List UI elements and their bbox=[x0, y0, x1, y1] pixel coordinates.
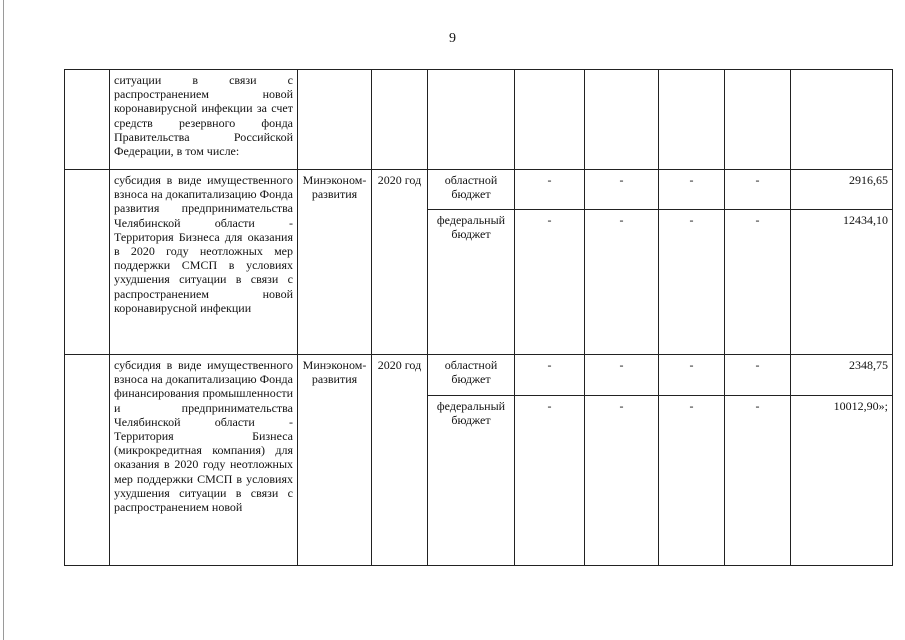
value-cell bbox=[659, 70, 725, 170]
year-cell bbox=[372, 70, 428, 170]
description-cell: субсидия в виде имущественного взноса на докапитализацию Фонда развития предпринимательства Челябинской области - Территория Бизнеса для оказания в 2020 году неотложных мер поддержки СМСП в условиях ухудшения ситуации в связи с распространением новой коронавирусной инфекции bbox=[110, 170, 298, 355]
value-cell: - bbox=[515, 170, 585, 210]
scan-edge-line bbox=[3, 0, 4, 640]
table-row bbox=[65, 170, 893, 210]
value-cell: - bbox=[515, 210, 585, 355]
value-cell: - bbox=[725, 210, 791, 355]
source-cell bbox=[428, 70, 515, 170]
value-cell: - bbox=[585, 170, 659, 210]
value-cell: - bbox=[659, 355, 725, 396]
value-cell: - bbox=[585, 355, 659, 396]
ministry-cell: Минэконом-развития bbox=[298, 355, 372, 566]
value-cell bbox=[585, 70, 659, 170]
description-cell: субсидия в виде имущественного взноса на докапитализацию Фонда финансирования промышленности и предпринимательства Челябинской области - Территория Бизнеса (микрокредитная компания) для оказания в 2020 году неотложных мер поддержки СМСП в условиях ухудшения ситуации в связи с распространением новой bbox=[110, 355, 298, 566]
source-cell: областной бюджет bbox=[428, 170, 515, 210]
number-cell bbox=[65, 355, 110, 566]
number-cell bbox=[65, 70, 110, 170]
source-cell: федеральный бюджет bbox=[428, 210, 515, 355]
page-number: 9 bbox=[449, 31, 456, 46]
value-cell: - bbox=[659, 170, 725, 210]
source-cell: федеральный бюджет bbox=[428, 396, 515, 566]
value-cell: - bbox=[725, 355, 791, 396]
total-cell: 2916,65 bbox=[791, 170, 893, 210]
number-cell bbox=[65, 170, 110, 355]
value-cell bbox=[725, 70, 791, 170]
ministry-cell bbox=[298, 70, 372, 170]
year-cell: 2020 год bbox=[372, 170, 428, 355]
table-row bbox=[65, 70, 893, 170]
source-cell: областной бюджет bbox=[428, 355, 515, 396]
total-cell: 2348,75 bbox=[791, 355, 893, 396]
table-row bbox=[65, 355, 893, 396]
value-cell: - bbox=[515, 355, 585, 396]
total-cell: 12434,10 bbox=[791, 210, 893, 355]
total-cell bbox=[791, 70, 893, 170]
value-cell: - bbox=[725, 396, 791, 566]
value-cell bbox=[515, 70, 585, 170]
total-cell: 10012,90»; bbox=[791, 396, 893, 566]
value-cell: - bbox=[515, 396, 585, 566]
value-cell: - bbox=[659, 396, 725, 566]
value-cell: - bbox=[659, 210, 725, 355]
value-cell: - bbox=[585, 210, 659, 355]
ministry-cell: Минэконом-развития bbox=[298, 170, 372, 355]
value-cell: - bbox=[585, 396, 659, 566]
budget-table bbox=[64, 69, 893, 566]
year-cell: 2020 год bbox=[372, 355, 428, 566]
value-cell: - bbox=[725, 170, 791, 210]
description-cell: ситуации в связи с распространением новой коронавирусной инфекции за счет средств резервного фонда Правительства Российской Федерации, в том числе: bbox=[110, 70, 298, 170]
